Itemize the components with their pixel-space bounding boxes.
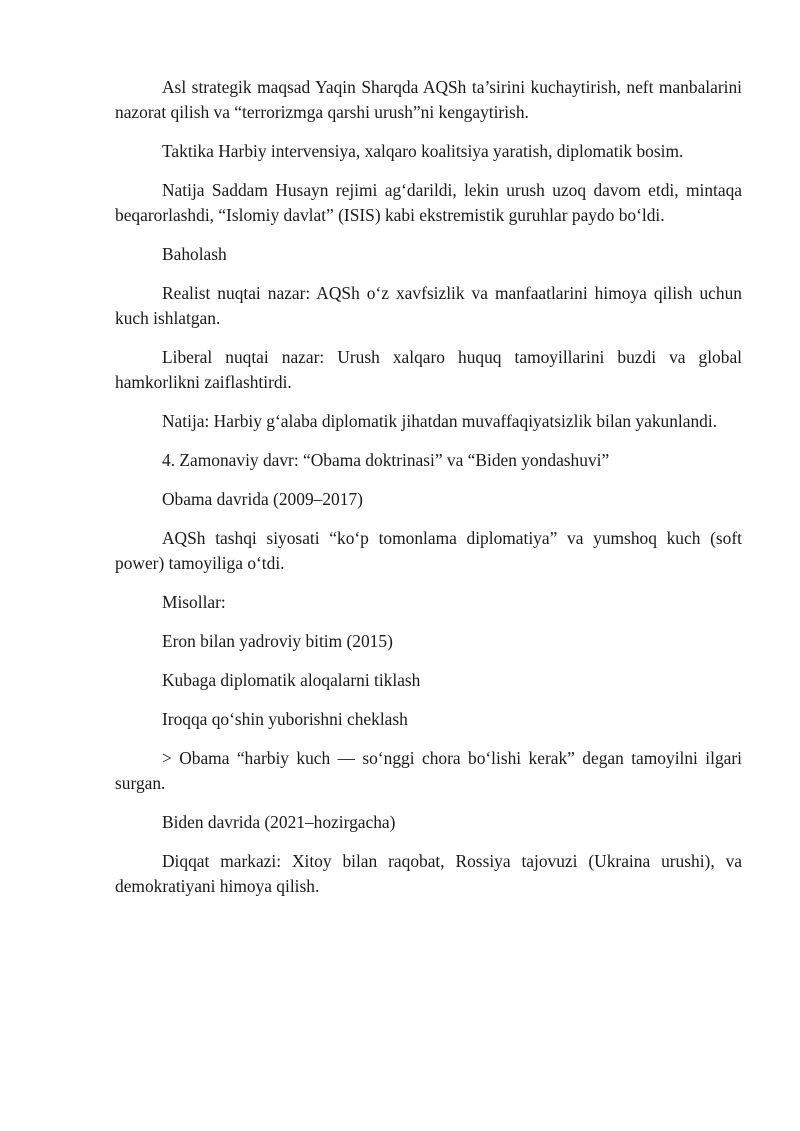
paragraph-liberal-view: Liberal nuqtai nazar: Urush xalqaro huquq tamoyillarini buzdi va global hamkorlikni zaiflashtirdi.	[115, 347, 742, 392]
paragraph-biden-period: Biden davrida (2021–hozirgacha)	[162, 812, 396, 832]
paragraph-strategic-goal: Asl strategik maqsad Yaqin Sharqda AQSh ta’sirini kuchaytirish, neft manbalarini nazorat qilish va “terrorizmga qarshi urush”ni kengaytirish.	[115, 77, 742, 122]
section-heading-modern-era: 4. Zamonaviy davr: “Obama doktrinasi” va “Biden yondashuvi”	[162, 450, 610, 470]
paragraph-assessment-heading: Baholash	[162, 244, 227, 264]
paragraph-obama-quote: > Obama “harbiy kuch — so‘nggi chora bo‘lishi kerak” degan tamoyilni ilgari surgan.	[115, 748, 742, 793]
paragraph-realist-view: Realist nuqtai nazar: AQSh o‘z xavfsizlik va manfaatlarini himoya qilish uchun kuch ishlatgan.	[115, 283, 742, 328]
list-item-cuba-relations: Kubaga diplomatik aloqalarni tiklash	[162, 670, 421, 690]
document-body	[115, 75, 742, 899]
list-item-iraq-troops: Iroqqa qo‘shin yuborishni cheklash	[162, 709, 408, 729]
paragraph-foreign-policy: AQSh tashqi siyosati “ko‘p tomonlama diplomatiya” va yumshoq kuch (soft power) tamoyiliga o‘tdi.	[115, 528, 742, 573]
paragraph-examples-label: Misollar:	[162, 592, 226, 612]
paragraph-outcome: Natija: Harbiy g‘alaba diplomatik jihatdan muvaffaqiyatsizlik bilan yakunlandi.	[162, 411, 718, 431]
paragraph-obama-period: Obama davrida (2009–2017)	[162, 489, 363, 509]
paragraph-result: Natija Saddam Husayn rejimi ag‘darildi, lekin urush uzoq davom etdi, mintaqa beqarorlashdi, “Islomiy davlat” (ISIS) kabi ekstremistik guruhlar paydo bo‘ldi.	[115, 180, 742, 225]
paragraph-focus: Diqqat markazi: Xitoy bilan raqobat, Rossiya tajovuzi (Ukraina urushi), va demokratiyani himoya qilish.	[115, 851, 742, 896]
paragraph-tactics: Taktika Harbiy intervensiya, xalqaro koalitsiya yaratish, diplomatik bosim.	[162, 141, 684, 161]
list-item-iran-deal: Eron bilan yadroviy bitim (2015)	[162, 631, 393, 651]
